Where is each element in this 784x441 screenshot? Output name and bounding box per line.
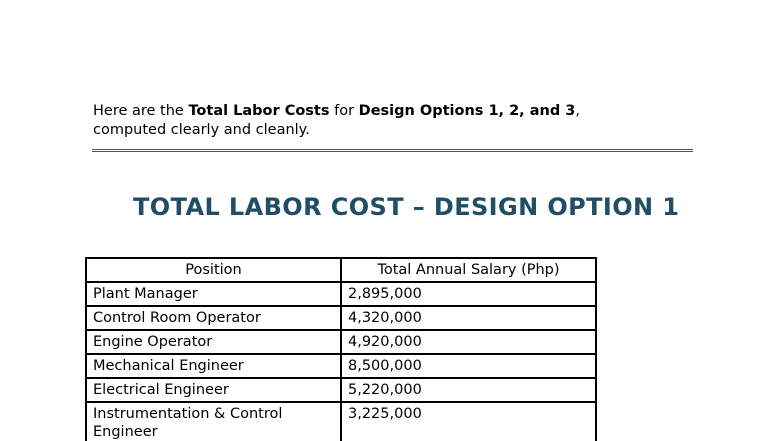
table-header-row xyxy=(86,258,596,282)
salary-cell: 4,920,000 xyxy=(341,330,596,354)
column-header-position: Position xyxy=(86,258,341,282)
intro-paragraph xyxy=(93,102,693,140)
position-cell: Plant Manager xyxy=(86,282,341,306)
intro-text-3: , xyxy=(575,103,580,119)
salary-cell: 8,500,000 xyxy=(341,354,596,378)
salary-cell: 4,320,000 xyxy=(341,306,596,330)
position-cell: Instrumentation & Control Engineer xyxy=(86,402,341,441)
position-cell: Control Room Operator xyxy=(86,306,341,330)
table-row xyxy=(86,354,596,378)
salary-cell: 5,220,000 xyxy=(341,378,596,402)
table-row xyxy=(86,306,596,330)
table-row xyxy=(86,330,596,354)
salary-cell: 3,225,000 xyxy=(341,402,596,441)
position-cell: Electrical Engineer xyxy=(86,378,341,402)
intro-text-1: Here are the xyxy=(93,103,189,119)
table-row xyxy=(86,282,596,306)
position-cell: Mechanical Engineer xyxy=(86,354,341,378)
column-header-salary: Total Annual Salary (Php) xyxy=(341,258,596,282)
horizontal-divider xyxy=(92,149,693,152)
intro-text-2: for xyxy=(329,103,359,119)
salary-cell: 2,895,000 xyxy=(341,282,596,306)
labor-cost-table xyxy=(85,257,597,441)
position-cell: Engine Operator xyxy=(86,330,341,354)
intro-bold-1: Total Labor Costs xyxy=(188,103,330,119)
intro-text-line2: computed clearly and cleanly. xyxy=(93,122,310,138)
intro-bold-2: Design Options 1, 2, and 3 xyxy=(358,103,576,119)
table-row xyxy=(86,378,596,402)
section-heading: TOTAL LABOR COST – DESIGN OPTION 1 xyxy=(133,193,680,221)
table-row xyxy=(86,402,596,441)
